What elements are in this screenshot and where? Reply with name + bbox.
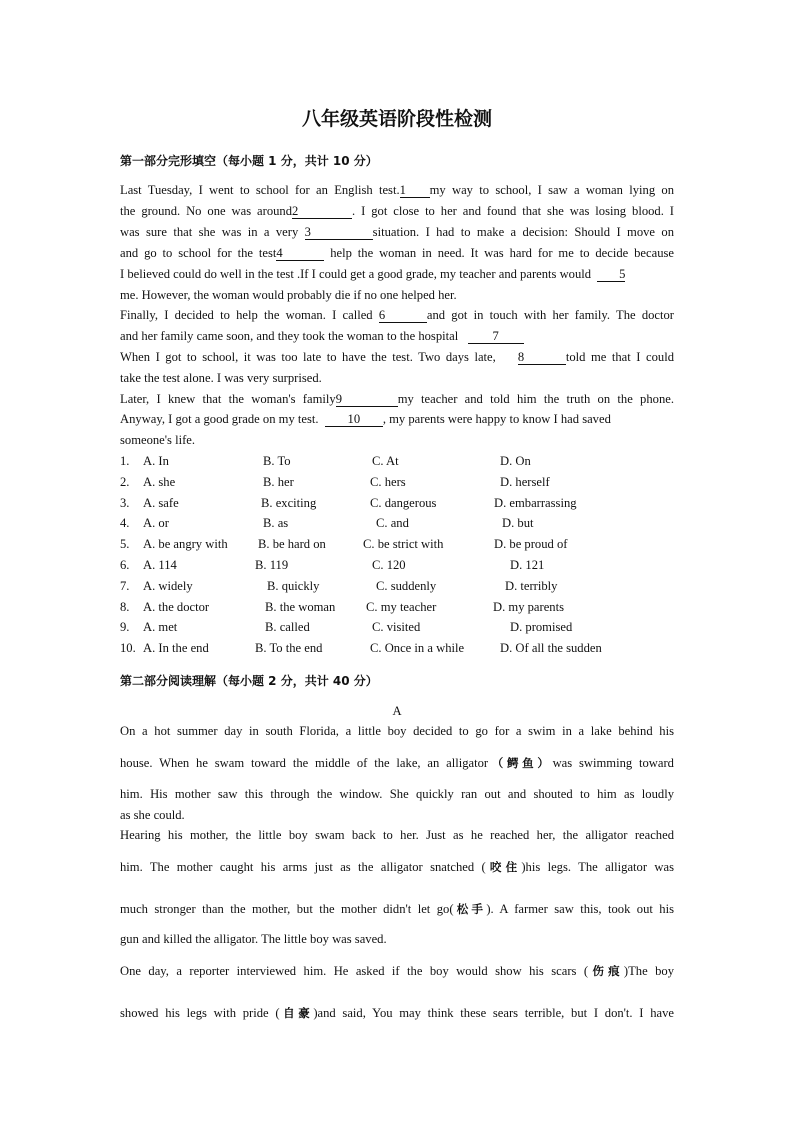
reading-line: showed his legs with pride (自豪)and said, You may think these sears terrible, but I don't. I have xyxy=(120,1006,675,1020)
reading-line: much stronger than the mother, but the mother didn't let go(松手). A farmer saw this, took out his xyxy=(120,902,674,916)
question-number: 9. xyxy=(120,620,130,635)
passage-line: Finally, I decided to help the woman. I called 6 and got in touch with her family. The doctor xyxy=(120,308,674,322)
passage-line: Later, I knew that the woman's family9 my teacher and told him the truth on the phone. xyxy=(120,392,674,406)
reading-line: Hearing his mother, the little boy swam back to her. Just as he reached her, the alligator reached xyxy=(120,828,674,842)
question-number: 5. xyxy=(120,537,130,552)
answer-option[interactable]: D. terribly xyxy=(505,578,558,593)
part2-heading: 第二部分阅读理解（每小题 2 分，共计 40 分） xyxy=(120,674,378,688)
answer-option[interactable]: A. or xyxy=(143,516,169,531)
answer-option[interactable]: A. she xyxy=(143,474,176,489)
blank[interactable]: 5 xyxy=(597,268,625,282)
answer-option[interactable]: D. Of all the sudden xyxy=(500,641,602,656)
passage-line: When I got to school, it was too late to have the test. Two days late, 8 told me that I could xyxy=(120,350,674,364)
passage-line: take the test alone. I was very surprised. xyxy=(120,371,322,385)
question-number: 2. xyxy=(120,474,130,489)
reading-line: him. The mother caught his arms just as the alligator snatched (咬住)his legs. The alligator was xyxy=(120,860,674,874)
answer-option[interactable]: A. 114 xyxy=(143,558,177,572)
blank[interactable]: 4 xyxy=(276,247,324,261)
blank[interactable]: 2 xyxy=(292,205,352,219)
passage-line: Anyway, I got a good grade on my test. 10 , my parents were happy to know I had saved xyxy=(120,412,611,426)
answer-option[interactable]: D. 121 xyxy=(510,558,545,572)
answer-option[interactable]: C. Once in a while xyxy=(370,641,465,656)
question-number: 1. xyxy=(120,454,130,468)
part1-heading: 第一部分完形填空（每小题 1 分，共计 10 分） xyxy=(120,154,378,168)
blank[interactable]: 3 xyxy=(305,226,373,240)
passage-line: and her family came soon, and they took the woman to the hospital 7 xyxy=(120,328,674,344)
answer-option[interactable]: B. exciting xyxy=(261,495,317,510)
answer-option[interactable]: A. the doctor xyxy=(143,599,210,614)
answer-option[interactable]: C. At xyxy=(372,454,399,468)
question-number: 6. xyxy=(120,558,130,572)
passage-label: A xyxy=(392,704,402,718)
answer-option[interactable]: C. suddenly xyxy=(376,578,437,593)
answer-option[interactable]: C. 120 xyxy=(372,558,406,572)
answer-option[interactable]: B. the woman xyxy=(265,599,336,614)
passage-line: I believed could do well in the test .If I could get a good grade, my teacher and parents would 5 xyxy=(120,267,626,281)
answer-option[interactable]: D. promised xyxy=(510,620,573,635)
question-number: 4. xyxy=(120,516,130,531)
question-number: 8. xyxy=(120,599,130,614)
passage-line: someone's life. xyxy=(120,433,196,447)
reading-line: house. When he swam toward the middle of the lake, an alligator（鳄鱼）was swimming toward xyxy=(120,756,674,770)
passage-line: the ground. No one was around2 . I got close to her and found that she was losing blood. I xyxy=(120,204,674,218)
reading-line: gun and killed the alligator. The little boy was saved. xyxy=(120,932,387,946)
answer-option[interactable]: C. visited xyxy=(372,620,421,635)
blank[interactable]: 9 xyxy=(336,393,398,407)
answer-option[interactable]: B. To the end xyxy=(255,641,323,656)
reading-line: him. His mother saw this through the window. She quickly ran out and shouted to him as loudly xyxy=(120,787,674,801)
answer-option[interactable]: C. be strict with xyxy=(363,537,444,552)
answer-option[interactable]: A. widely xyxy=(143,578,193,593)
answer-option[interactable]: A. In xyxy=(143,454,169,468)
reading-line: On a hot summer day in south Florida, a little boy decided to go for a swim in a lake behind his xyxy=(120,724,674,738)
answer-option[interactable]: A. be angry with xyxy=(143,537,228,552)
reading-line: as she could. xyxy=(120,808,185,822)
answer-option[interactable]: D. On xyxy=(500,454,531,468)
question-number: 10. xyxy=(120,641,136,656)
answer-option[interactable]: A. In the end xyxy=(143,641,209,656)
answer-option[interactable]: A. met xyxy=(143,620,178,635)
question-number: 3. xyxy=(120,495,130,510)
passage-line: was sure that she was in a very 3 situation. I had to make a decision: Should I move on xyxy=(120,225,674,239)
answer-option[interactable]: D. but xyxy=(502,516,534,531)
question-number: 7. xyxy=(120,578,130,593)
blank[interactable]: 6 xyxy=(379,309,427,323)
blank[interactable]: 7 xyxy=(468,330,524,344)
answer-option[interactable]: D. embarrassing xyxy=(494,495,577,510)
passage-line: me. However, the woman would probably die if no one helped her. xyxy=(120,288,457,302)
blank[interactable]: 10 xyxy=(325,413,383,427)
answer-option[interactable]: B. her xyxy=(263,474,294,489)
answer-option[interactable]: C. hers xyxy=(370,474,406,489)
answer-option[interactable]: B. as xyxy=(263,516,289,531)
blank[interactable]: 8 xyxy=(518,351,566,365)
answer-option[interactable]: B. To xyxy=(263,454,291,468)
answer-option[interactable]: D. my parents xyxy=(493,599,564,614)
blank[interactable]: 1 xyxy=(400,184,430,198)
answer-option[interactable]: B. quickly xyxy=(267,578,320,593)
answer-option[interactable]: D. be proud of xyxy=(494,537,568,552)
answer-option[interactable]: B. called xyxy=(265,620,310,635)
answer-option[interactable]: C. and xyxy=(376,516,409,531)
passage-line: and go to school for the test4 help the woman in need. It was hard for me to decide because xyxy=(120,246,674,260)
passage-line: Last Tuesday, I went to school for an English test.1 my way to school, I saw a woman lying on xyxy=(120,183,674,197)
answer-option[interactable]: B. be hard on xyxy=(258,537,326,552)
answer-option[interactable]: B. 119 xyxy=(255,558,289,572)
answer-option[interactable]: C. my teacher xyxy=(366,599,437,614)
reading-line: One day, a reporter interviewed him. He asked if the boy would show his scars (伤痕)The boy xyxy=(120,964,675,978)
answer-option[interactable]: A. safe xyxy=(143,495,179,510)
answer-option[interactable]: D. herself xyxy=(500,474,550,489)
page-title: 八年级英语阶段性检测 xyxy=(301,108,492,130)
answer-option[interactable]: C. dangerous xyxy=(370,495,437,510)
